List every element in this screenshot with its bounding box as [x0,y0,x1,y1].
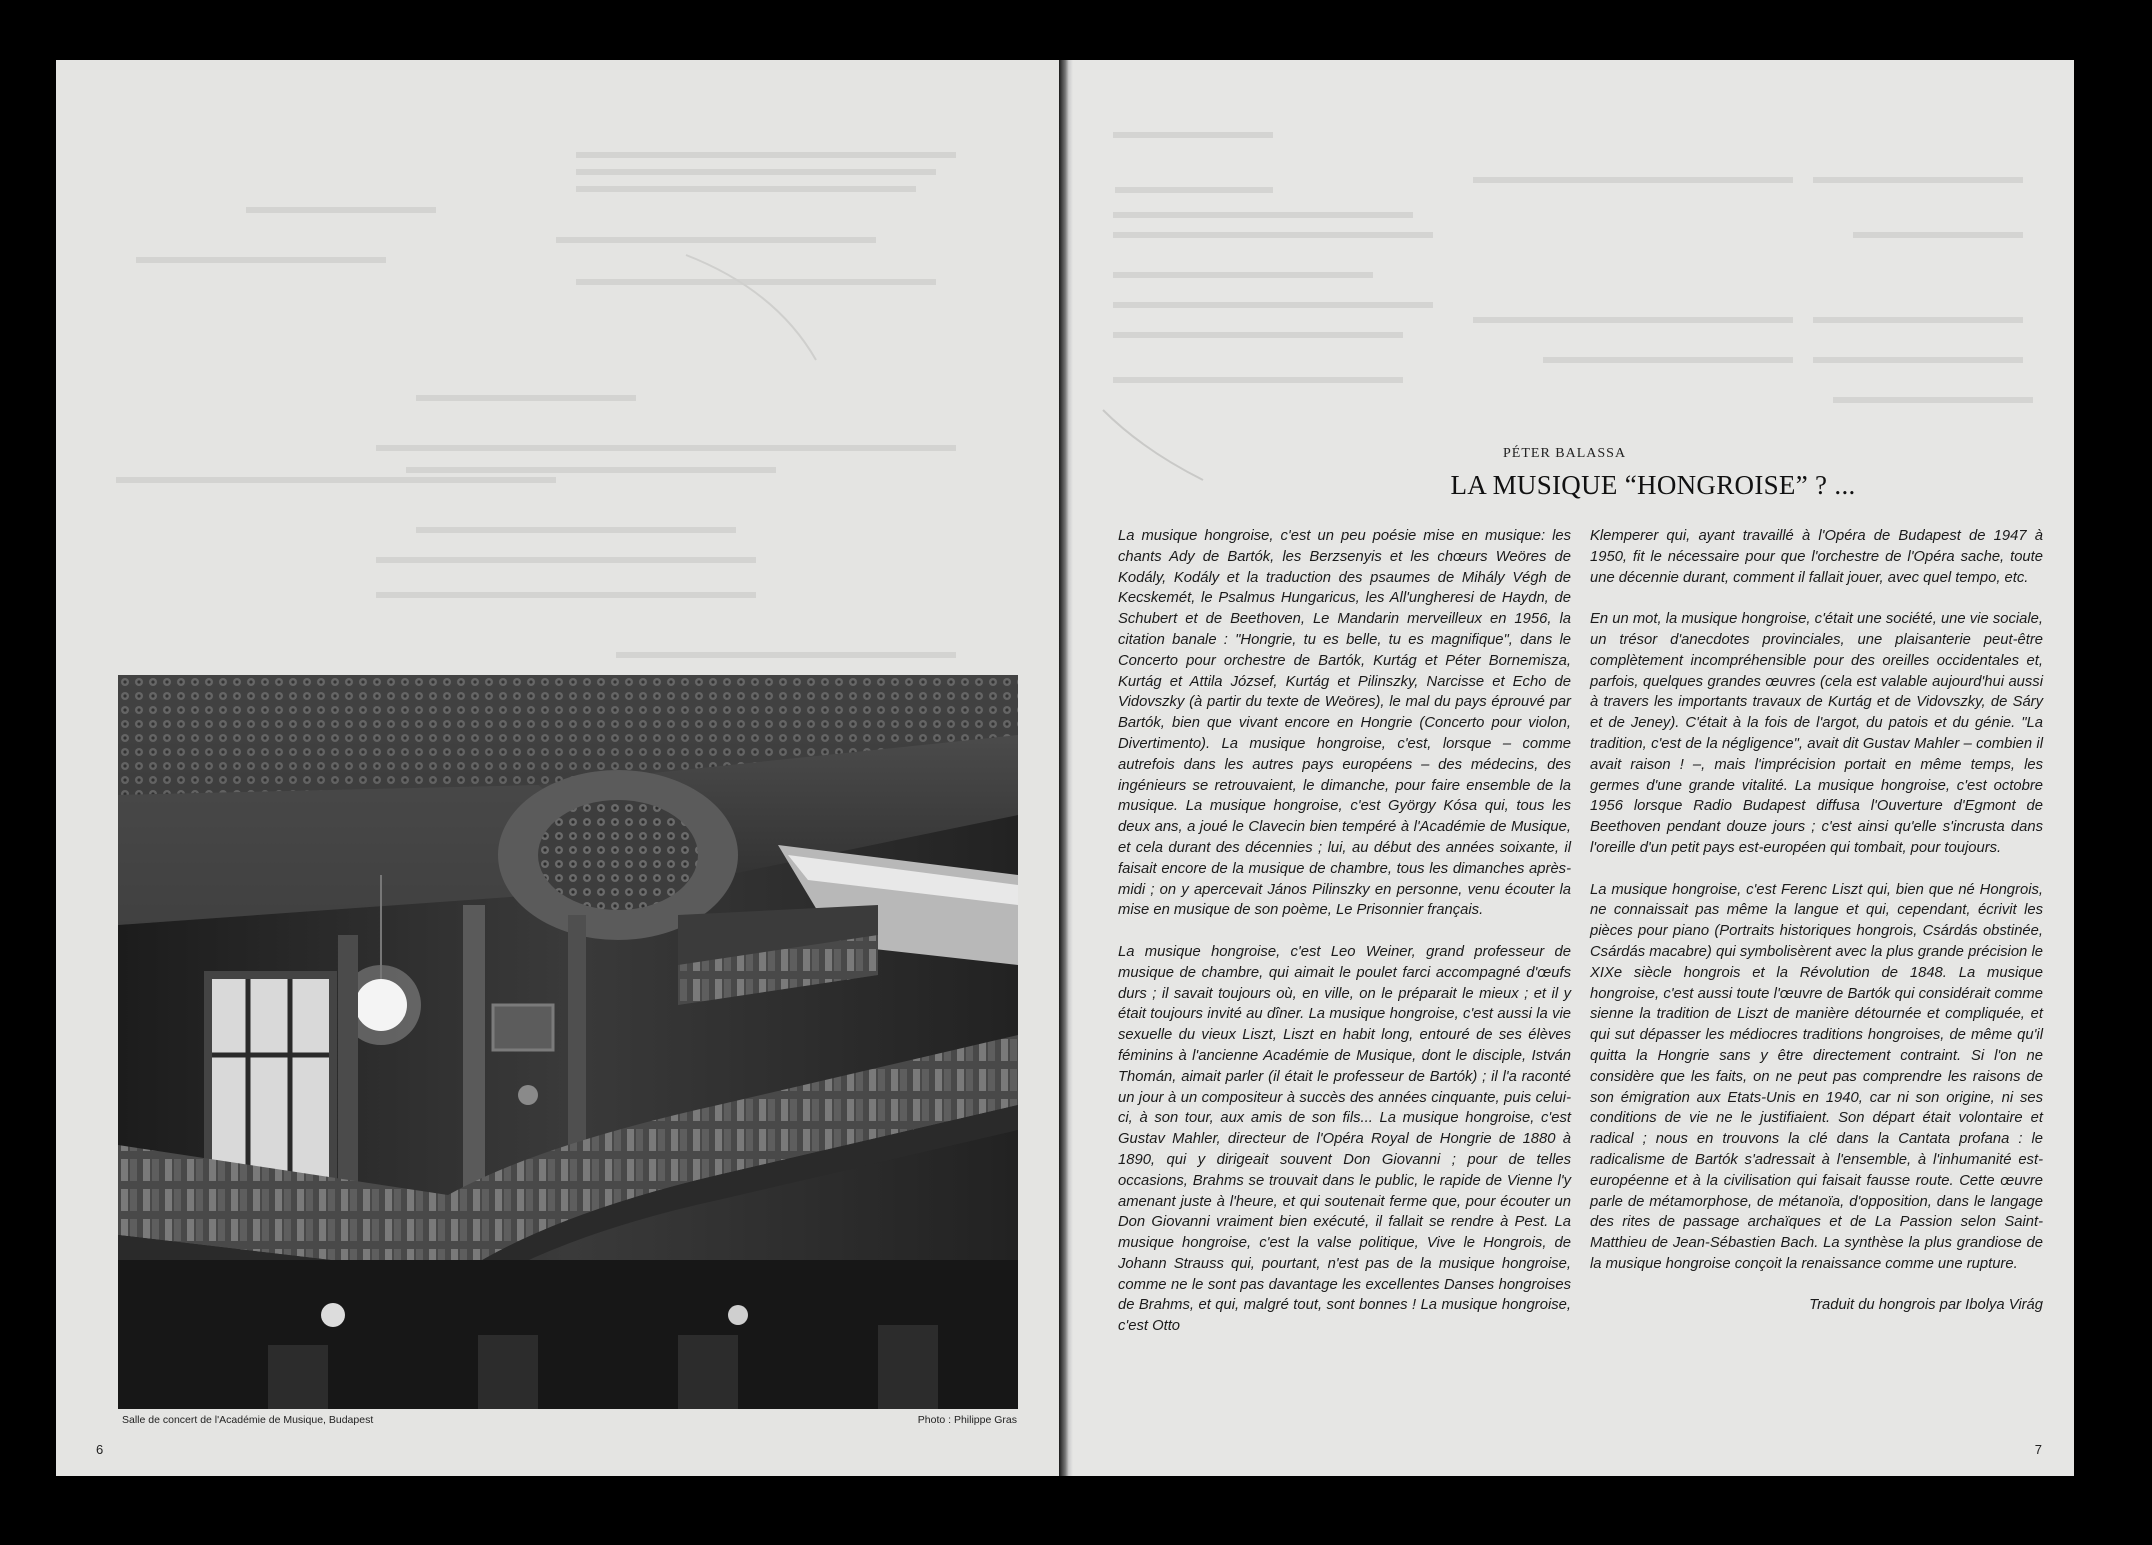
show-through-decoration [56,60,1059,660]
right-page [1073,60,2074,1476]
left-page [56,60,1059,1476]
paragraph: La musique hongroise, c'est un peu poésie mise en musique: les chants Ady de Bartók, les Berzsenyis et les chœurs Weöres de Kodály, Kodály et la traduction des psaumes de Mihály Végh de Kecskemét, le Psalmus Hungaricus, les All'ungheresi de Haydn, de Schubert et de Beethoven, Le Mandarin merveilleux en 1956, la citation banale : "Hongrie, tu es belle, tu es magnifique", dans le Concerto pour orchestre de Bartók, Kurtág et Péter Bornemisza, Kurtág et Attila József, Kurtág et Pilinszky, Narcisse et Echo de Vidovszky (à partir du texte de Weöres), le mal du pays éprouvé par Bartók, bien que vivant encore en Hongrie (Concerto pour violon, Divertimento). La musique hongroise, c'est, lorsque – comme autrefois dans les autres pays européens – des médecins, des ingénieurs se retrouvaient, le dimanche, pour faire ensemble de la musique. La musique hongroise, c'est György Kósa qui, tous les deux ans, a joué le Clavecin bien tempéré à l'Académie de Musique, et cela durant des décennies ; lui, au début des années soixante, il faisait encore de la musique de chambre, tous les dimanches après-midi ; on y apercevait János Pilinszky en personne, venu écouter la mise en musique de son poème, Le Prisonnier français. [1118,528,1571,919]
page-number: 6 [96,1442,104,1457]
article-title: LA MUSIQUE “HONGROISE” ? ... [1450,470,1856,500]
book-spine [1059,60,1073,1476]
paragraph: En un mot, la musique hongroise, c'était une société, une vie sociale, un trésor d'anecdotes provinciales, une plaisanterie peut-être complètement incompréhensible pour des oreilles occidentales et, parfois, quelques grandes œuvres (cela est valable aujourd'hui aussi à travers les importants travaux de Kurtág et de Vidovszky, de Sáry et de Jeney). C'était à la fois de l'argot, du patois et du génie. "La tradition, c'est de la négligence", avait dit Gustav Mahler – combien il avait raison ! –, mais l'imprécision portait en même temps, les germes d'une grande vitalité. La musique hongroise, c'est octobre 1956 lorsque Radio Budapest diffusa l'Ouverture d'Egmont de Beethoven pendant douze jours ; c'est ainsi qu'elle s'incrusta dans l'oreille d'un petit pays est-européen qui tombait, pour toujours. [1590,611,2043,856]
paragraph: La musique hongroise, c'est Leo Weiner, grand professeur de musique de chambre, qui aimait le poulet farci accompagné d'œufs durs ; il savait toujours où, en ville, on le préparait le mieux ; et il y était toujours invité au dîner. La musique hongroise, c'est aussi la vie sexuelle du vieux Liszt, Liszt en habit long, entouré de ses élèves féminins à l'ancienne Académie de Musique, dont le disciple, István Thomán, aimait parler (il était le professeur de Bartók) ; il l'a raconté un jour à un compositeur à succès des années cinquante, puis celui-ci, à son tour, aux amis de son fils... La musique hongroise, c'est Gustav Mahler, directeur de l'Opéra Royal de Hongrie de 1880 à 1890, qui y dirigeait souvent Don Giovanni ; pour de telles occasions, Brahms se trouvait dans le public, le rapide de Vienne l'y amenant juste à l'heure, et qui soutenait ferme que, pour écouter un Don Giovanni vraiment bien exécuté, il fallait se rendre à Pest. La musique hongroise, c'est la valse politique, Vive le Hongrois, de Johann Strauss qui, pourtant, n'est pas de la musique hongroise, comme ne le sont pas davantage les excellentes Danses hongroises de Brahms, et qui, malgré tout, sont bonnes ! La musique hongroise, c'est Otto [1118,943,1571,1335]
photo-credit: Photo : Philippe Gras [917,1414,1017,1426]
paragraph: La musique hongroise, c'est Ferenc Liszt qui, bien que né Hongrois, ne connaissait pas même la langue et qui, cependant, écrivit les pièces pour piano (Portraits historiques hongrois, Csárdás obstinée, Csárdás macabre) qui symbolisèrent avec la plus grande précision le XIXe siècle hongrois et la Révolution de 1848. La musique hongroise, c'est aussi toute l'œuvre de Bartók qui considérait comme sienne la tradition de Liszt de manière détournée et compliquée, et qui sut dépasser les médiocres traditions hongroises, de même qu'il quitta la Hongrie sans y être directement contraint. Si l'on ne considère que les faits, on ne peut pas comprendre les raisons de son émigration aux Etats-Unis en 1940, car ni son origine, ni ses conditions de vie ne le justifiaient. Son départ était volontaire et radical ; nous en trouvons la clé dans la Cantata profana : le radicalisme de Bartók s'adressait à l'ensemble, à l'inhumanité est-européenne et à la civilisation qui faisait fausse route. Cette œuvre parle de métamorphose, de métanoïa, d'opposition, dans le langage des rites de passage archaïques et de La Passion selon Saint-Matthieu de Jean-Sébastien Bach. La synthèse la plus grandiose de la musique hongroise conçoit la renaissance comme une rupture. [1590,881,2043,1272]
paragraph: Klemperer qui, ayant travaillé à l'Opéra de Budapest de 1947 à 1950, fit le nécessaire pour que l'orchestre de l'Opéra sache, toute une décennie durant, comment il fallait jouer, avec quel tempo, etc. [1590,528,2043,586]
concert-hall-photo [118,675,1018,1409]
article-column-2 [1590,526,2043,1316]
article-author: PÉTER BALASSA [1503,446,1627,461]
page-number: 7 [2034,1442,2042,1457]
article-column-1 [1118,526,1571,1358]
translator-credit: Traduit du hongrois par Ibolya Virág [1809,1297,2043,1314]
photo-caption: Salle de concert de l'Académie de Musique, Budapest [122,1414,374,1426]
